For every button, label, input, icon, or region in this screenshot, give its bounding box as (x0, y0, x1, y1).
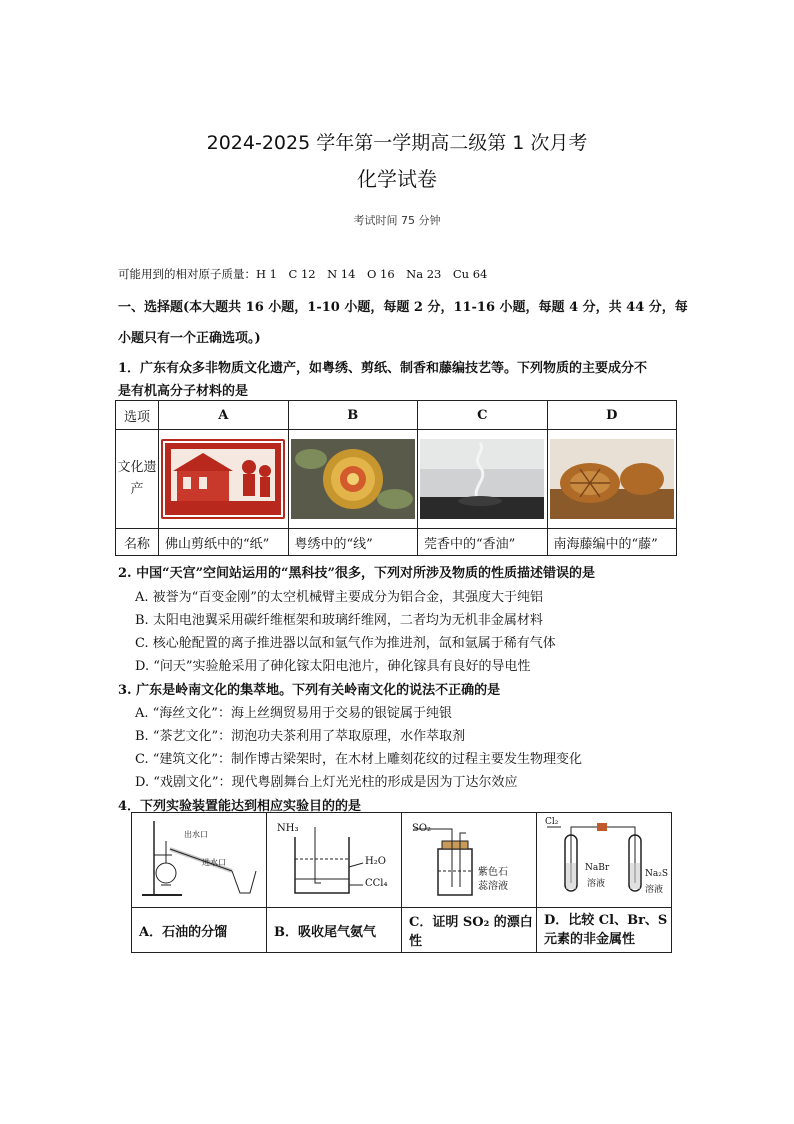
caption-d: D．比较 Cl、Br、S 元素的非金属性 (537, 908, 672, 953)
nabr-label: NaBr (585, 863, 610, 873)
water-out-label: 出水口 (184, 830, 208, 839)
so2-label: SO₂ (412, 823, 432, 834)
section-instructions-1: 一、选择题(本大题共 16 小题，1-10 小题，每题 2 分，11-16 小题，每题 4 分，共 44 分，每 (118, 300, 688, 315)
name-b: 粤绣中的“线” (288, 529, 418, 556)
papercut-image (161, 439, 285, 519)
litmus-label-2: 蕊溶液 (478, 881, 508, 892)
row-name-label: 名称 (116, 529, 159, 556)
na2s-label: Na₂S (645, 869, 669, 879)
embroidery-image (291, 439, 415, 519)
q2-option-b: B. 太阳电池翼采用碳纤维框架和玻璃纤维网，二者均为无机非金属材料 (135, 613, 543, 628)
header-b: B (288, 401, 418, 430)
nh3-label: NH₃ (277, 823, 299, 834)
water-in-label: 进水口 (202, 858, 226, 867)
rattan-image (550, 439, 674, 519)
header-c: C (418, 401, 548, 430)
q2-option-a: A. 被誉为“百变金刚”的太空机械臂主要成分为铝合金，其强度大于纯铝 (135, 590, 543, 605)
exam-duration: 考试时间 75 分钟 (353, 214, 441, 227)
name-a: 佛山剪纸中的“纸” (159, 529, 289, 556)
q4-table (131, 812, 672, 953)
caption-c: C．证明 SO₂ 的漂白性 (402, 908, 537, 953)
atomic-masses: 可能用到的相对原子质量：H 1 C 12 N 14 O 16 Na 23 Cu 64 (118, 267, 488, 281)
exam-subject: 化学试卷 (357, 167, 437, 191)
name-d: 南海藤编中的“藤” (547, 529, 677, 556)
header-a: A (159, 401, 289, 430)
name-c: 莞香中的“香油” (418, 529, 548, 556)
section-instructions-2: 小题只有一个正确选项。) (118, 331, 261, 346)
q2-stem: 2. 中国“天宫”空间站运用的“黑科技”很多，下列对所涉及物质的性质描述错误的是 (118, 566, 596, 581)
ccl4-label: CCl₄ (365, 878, 388, 889)
apparatus-c (402, 813, 537, 908)
q1-table (115, 400, 677, 556)
caption-a: A．石油的分馏 (132, 908, 267, 953)
apparatus-d (537, 813, 672, 908)
q2-option-d: D. “问天”实验舱采用了砷化镓太阳电池片，砷化镓具有良好的导电性 (135, 659, 531, 674)
q3-stem: 3. 广东是岭南文化的集萃地。下列有关岭南文化的说法不正确的是 (118, 683, 501, 698)
q3-option-b: B. “茶艺文化”：沏泡功夫茶利用了萃取原理，水作萃取剂 (135, 729, 466, 744)
nabr-solution-label: 溶液 (587, 879, 606, 889)
apparatus-b (267, 813, 402, 908)
header-d: D (547, 401, 677, 430)
q1-stem-2: 是有机高分子材料的是 (118, 384, 249, 399)
q2-option-c: C. 核心舱配置的离子推进器以氙和氩气作为推进剂，氙和氩属于稀有气体 (135, 636, 556, 651)
na2s-solution-label: 溶液 (645, 885, 664, 895)
water-label: H₂O (365, 856, 386, 867)
cl2-label: Cl₂ (545, 817, 559, 827)
q3-option-c: C. “建筑文化”：制作博古梁架时，在木材上雕刻花纹的过程主要发生物理变化 (135, 752, 583, 767)
exam-title: 2024-2025 学年第一学期高二级第 1 次月考 (206, 132, 588, 154)
row-heritage-label: 文化遗产 (116, 430, 159, 529)
q1-stem-1: 1．广东有众多非物质文化遗产，如粤绣、剪纸、制香和藤编技艺等。下列物质的主要成分不 (118, 361, 648, 376)
incense-image (420, 439, 544, 519)
litmus-label-1: 紫色石 (478, 867, 508, 878)
caption-b: B．吸收尾气氨气 (267, 908, 402, 953)
table-header-option: 选项 (116, 401, 159, 430)
apparatus-a (132, 813, 267, 908)
q4-stem: 4．下列实验装置能达到相应实验目的的是 (118, 799, 362, 814)
distillation-diagram (132, 813, 266, 903)
q3-option-d: D. “戏剧文化”：现代粤剧舞台上灯光光柱的形成是因为丁达尔效应 (135, 775, 518, 790)
q3-option-a: A. “海丝文化”：海上丝绸贸易用于交易的银锭属于纯银 (135, 706, 452, 721)
